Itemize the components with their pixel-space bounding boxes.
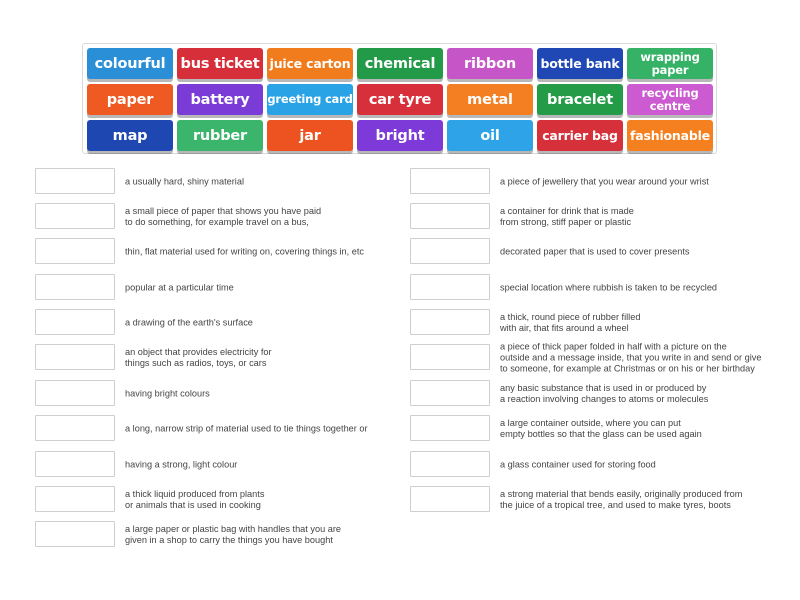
- definition-text: a small piece of paper that shows you have paid to do something, for example travel on a bus,: [125, 206, 322, 227]
- definition-text: a usually hard, shiny material: [125, 176, 244, 187]
- answer-drop-box[interactable]: [35, 451, 115, 477]
- word-tile-juice-carton[interactable]: juice carton: [267, 48, 353, 79]
- answer-drop-box[interactable]: [35, 238, 115, 264]
- definition-text: popular at a particular time: [125, 282, 234, 293]
- answer-drop-box[interactable]: [35, 380, 115, 406]
- answer-drop-box[interactable]: [35, 521, 115, 547]
- answer-drop-box[interactable]: [410, 486, 490, 512]
- definition-text: having a strong, light colour: [125, 459, 238, 470]
- word-tile-greeting-card[interactable]: greeting card: [267, 84, 353, 115]
- answer-drop-box[interactable]: [35, 309, 115, 335]
- answer-drop-box[interactable]: [410, 451, 490, 477]
- answer-drop-box[interactable]: [35, 168, 115, 194]
- answer-drop-box[interactable]: [410, 380, 490, 406]
- definition-text: a container for drink that is made from strong, stiff paper or plastic: [500, 206, 634, 227]
- definition-text: a large paper or plastic bag with handles that you are given in a shop to carry the things you have bought: [125, 524, 342, 545]
- word-tile-metal[interactable]: metal: [447, 84, 533, 115]
- word-tile-bright[interactable]: bright: [357, 120, 443, 151]
- definition-text: a drawing of the earth's surface: [125, 317, 253, 328]
- answer-drop-box[interactable]: [410, 415, 490, 441]
- definition-text: thin, flat material used for writing on, covering things in, etc: [125, 246, 364, 257]
- word-bank: [82, 43, 717, 154]
- word-tile-chemical[interactable]: chemical: [357, 48, 443, 79]
- definition-text: a glass container used for storing food: [500, 459, 656, 470]
- definition-text: decorated paper that is used to cover presents: [500, 246, 690, 257]
- definition-text: having bright colours: [125, 388, 210, 399]
- word-tile-colourful[interactable]: colourful: [87, 48, 173, 79]
- word-tile-bottle-bank[interactable]: bottle bank: [537, 48, 623, 79]
- definition-text: a strong material that bends easily, originally produced from the juice of a tropical tree, and used to make tyres, boots: [500, 489, 743, 510]
- definition-text: a thick, round piece of rubber filled with air, that fits around a wheel: [500, 312, 641, 333]
- definition-text: a thick liquid produced from plants or animals that is used in cooking: [125, 489, 265, 510]
- word-tile-car-tyre[interactable]: car tyre: [357, 84, 443, 115]
- word-tile-bus-ticket[interactable]: bus ticket: [177, 48, 263, 79]
- answer-drop-box[interactable]: [35, 415, 115, 441]
- word-tile-paper[interactable]: paper: [87, 84, 173, 115]
- definition-text: an object that provides electricity for things such as radios, toys, or cars: [125, 347, 272, 368]
- answer-drop-box[interactable]: [410, 203, 490, 229]
- word-tile-ribbon[interactable]: ribbon: [447, 48, 533, 79]
- word-tile-rubber[interactable]: rubber: [177, 120, 263, 151]
- answer-drop-box[interactable]: [35, 203, 115, 229]
- definition-text: a long, narrow strip of material used to tie things together or: [125, 423, 368, 434]
- answer-drop-box[interactable]: [35, 274, 115, 300]
- answer-drop-box[interactable]: [35, 344, 115, 370]
- word-tile-fashionable[interactable]: fashionable: [627, 120, 713, 151]
- answer-drop-box[interactable]: [410, 238, 490, 264]
- word-tile-wrapping-paper[interactable]: wrapping paper: [627, 48, 713, 79]
- answer-drop-box[interactable]: [410, 168, 490, 194]
- definition-text: a piece of jewellery that you wear around your wrist: [500, 176, 709, 187]
- definition-text: any basic substance that is used in or produced by a reaction involving changes to atoms or molecules: [500, 383, 709, 404]
- definition-text: a piece of thick paper folded in half with a picture on the outside and a message inside, that you write in and send or give to someone, for example at Christmas or on his or her birthday: [500, 341, 762, 374]
- definition-text: special location where rubbish is taken to be recycled: [500, 282, 718, 293]
- word-tile-carrier-bag[interactable]: carrier bag: [537, 120, 623, 151]
- answer-drop-box[interactable]: [35, 486, 115, 512]
- word-tile-recycling-centre[interactable]: recycling centre: [627, 84, 713, 115]
- answer-drop-box[interactable]: [410, 344, 490, 370]
- word-tile-bracelet[interactable]: bracelet: [537, 84, 623, 115]
- word-tile-map[interactable]: map: [87, 120, 173, 151]
- answer-drop-box[interactable]: [410, 274, 490, 300]
- answer-drop-box[interactable]: [410, 309, 490, 335]
- word-tile-battery[interactable]: battery: [177, 84, 263, 115]
- word-tile-oil[interactable]: oil: [447, 120, 533, 151]
- definition-text: a large container outside, where you can put empty bottles so that the glass can be used again: [500, 418, 702, 439]
- word-tile-jar[interactable]: jar: [267, 120, 353, 151]
